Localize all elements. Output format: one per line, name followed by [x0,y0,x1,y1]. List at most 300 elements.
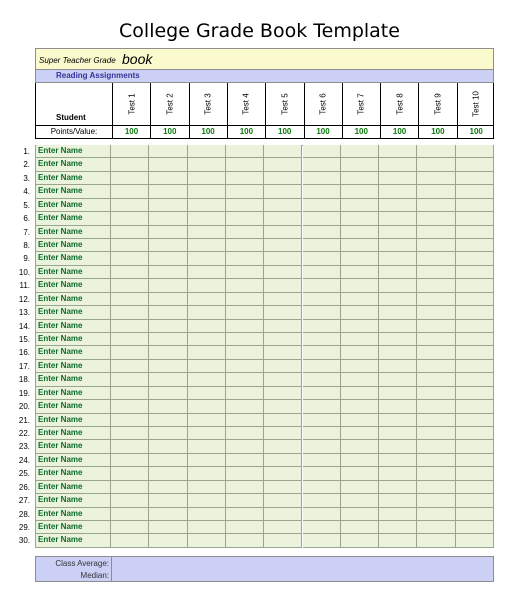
grade-cell[interactable] [417,199,455,212]
grade-cell[interactable] [226,467,264,480]
grade-cell[interactable] [456,467,494,480]
grade-cell[interactable] [226,360,264,373]
grade-cell[interactable] [188,467,226,480]
grade-cell[interactable] [264,172,302,185]
student-name-cell[interactable]: Enter Name [35,252,111,265]
grade-cell[interactable] [303,508,341,521]
grade-cell[interactable] [303,333,341,346]
grade-cell[interactable] [264,333,302,346]
grade-cell[interactable] [341,360,379,373]
grade-cell[interactable] [341,427,379,440]
grade-cell[interactable] [226,158,264,171]
grade-cell[interactable] [264,481,302,494]
student-name-cell[interactable]: Enter Name [35,508,111,521]
grade-cell[interactable] [264,185,302,198]
grade-cell[interactable] [341,508,379,521]
student-name-cell[interactable]: Enter Name [35,454,111,467]
grade-cell[interactable] [188,226,226,239]
grade-cell[interactable] [303,185,341,198]
grade-cell[interactable] [226,212,264,225]
grade-cell[interactable] [341,440,379,453]
grade-cell[interactable] [188,521,226,534]
grade-cell[interactable] [264,494,302,507]
student-name-cell[interactable]: Enter Name [35,467,111,480]
grade-cell[interactable] [303,360,341,373]
grade-cell[interactable] [379,239,417,252]
grade-cell[interactable] [341,185,379,198]
grade-cell[interactable] [149,252,187,265]
grade-cell[interactable] [303,266,341,279]
grade-cell[interactable] [456,226,494,239]
grade-cell[interactable] [417,494,455,507]
grade-cell[interactable] [303,172,341,185]
grade-cell[interactable] [341,387,379,400]
grade-cell[interactable] [379,481,417,494]
grade-cell[interactable] [111,306,149,319]
grade-cell[interactable] [149,440,187,453]
grade-cell[interactable] [379,185,417,198]
grade-cell[interactable] [417,172,455,185]
grade-cell[interactable] [456,279,494,292]
grade-cell[interactable] [264,252,302,265]
grade-cell[interactable] [111,534,149,547]
student-name-cell[interactable]: Enter Name [35,387,111,400]
grade-cell[interactable] [226,373,264,386]
grade-cell[interactable] [264,373,302,386]
grade-cell[interactable] [303,320,341,333]
grade-cell[interactable] [417,467,455,480]
grade-cell[interactable] [226,534,264,547]
grade-cell[interactable] [456,172,494,185]
grade-cell[interactable] [303,494,341,507]
grade-cell[interactable] [303,400,341,413]
grade-cell[interactable] [188,414,226,427]
student-name-cell[interactable]: Enter Name [35,360,111,373]
grade-cell[interactable] [341,239,379,252]
grade-cell[interactable] [379,534,417,547]
grade-cell[interactable] [149,481,187,494]
grade-cell[interactable] [188,185,226,198]
grade-cell[interactable] [456,185,494,198]
grade-cell[interactable] [303,239,341,252]
grade-cell[interactable] [417,454,455,467]
grade-cell[interactable] [264,293,302,306]
grade-cell[interactable] [226,145,264,158]
grade-cell[interactable] [456,266,494,279]
points-value[interactable]: 100 [265,126,303,138]
grade-cell[interactable] [341,145,379,158]
grade-cell[interactable] [341,226,379,239]
grade-cell[interactable] [188,440,226,453]
grade-cell[interactable] [379,158,417,171]
grade-cell[interactable] [188,454,226,467]
points-value[interactable]: 100 [304,126,342,138]
grade-cell[interactable] [111,279,149,292]
grade-cell[interactable] [226,266,264,279]
grade-cell[interactable] [303,534,341,547]
grade-cell[interactable] [303,293,341,306]
grade-cell[interactable] [379,508,417,521]
grade-cell[interactable] [379,400,417,413]
grade-cell[interactable] [341,306,379,319]
grade-cell[interactable] [456,333,494,346]
points-value[interactable]: 100 [112,126,150,138]
student-name-cell[interactable]: Enter Name [35,266,111,279]
grade-cell[interactable] [149,226,187,239]
grade-cell[interactable] [111,387,149,400]
grade-cell[interactable] [188,534,226,547]
student-name-cell[interactable]: Enter Name [35,346,111,359]
points-value[interactable]: 100 [189,126,227,138]
grade-cell[interactable] [111,320,149,333]
grade-cell[interactable] [379,440,417,453]
grade-cell[interactable] [341,320,379,333]
grade-cell[interactable] [111,145,149,158]
points-value[interactable]: 100 [457,126,495,138]
grade-cell[interactable] [149,293,187,306]
grade-cell[interactable] [226,400,264,413]
points-value[interactable]: 100 [418,126,456,138]
grade-cell[interactable] [111,454,149,467]
grade-cell[interactable] [379,333,417,346]
grade-cell[interactable] [188,427,226,440]
grade-cell[interactable] [111,346,149,359]
grade-cell[interactable] [111,252,149,265]
student-name-cell[interactable]: Enter Name [35,373,111,386]
grade-cell[interactable] [149,185,187,198]
grade-cell[interactable] [264,346,302,359]
grade-cell[interactable] [188,320,226,333]
grade-cell[interactable] [417,346,455,359]
grade-cell[interactable] [226,320,264,333]
grade-cell[interactable] [264,199,302,212]
student-name-cell[interactable]: Enter Name [35,494,111,507]
grade-cell[interactable] [379,387,417,400]
grade-cell[interactable] [417,534,455,547]
grade-cell[interactable] [379,306,417,319]
grade-cell[interactable] [264,212,302,225]
grade-cell[interactable] [303,467,341,480]
grade-cell[interactable] [379,226,417,239]
student-name-cell[interactable]: Enter Name [35,239,111,252]
grade-cell[interactable] [417,320,455,333]
grade-cell[interactable] [417,279,455,292]
student-name-cell[interactable]: Enter Name [35,427,111,440]
grade-cell[interactable] [417,427,455,440]
grade-cell[interactable] [149,172,187,185]
grade-cell[interactable] [456,239,494,252]
grade-cell[interactable] [111,333,149,346]
grade-cell[interactable] [226,521,264,534]
grade-cell[interactable] [456,521,494,534]
grade-cell[interactable] [188,494,226,507]
grade-cell[interactable] [417,145,455,158]
grade-cell[interactable] [379,521,417,534]
grade-cell[interactable] [303,387,341,400]
grade-cell[interactable] [111,226,149,239]
student-name-cell[interactable]: Enter Name [35,145,111,158]
grade-cell[interactable] [341,293,379,306]
grade-cell[interactable] [341,158,379,171]
grade-cell[interactable] [341,481,379,494]
student-name-cell[interactable]: Enter Name [35,158,111,171]
grade-cell[interactable] [417,266,455,279]
student-name-cell[interactable]: Enter Name [35,306,111,319]
student-name-cell[interactable]: Enter Name [35,185,111,198]
grade-cell[interactable] [188,279,226,292]
grade-cell[interactable] [303,199,341,212]
grade-cell[interactable] [149,508,187,521]
grade-cell[interactable] [264,320,302,333]
grade-cell[interactable] [111,199,149,212]
grade-cell[interactable] [456,387,494,400]
grade-cell[interactable] [226,387,264,400]
grade-cell[interactable] [456,481,494,494]
grade-cell[interactable] [341,199,379,212]
grade-cell[interactable] [417,158,455,171]
grade-cell[interactable] [264,440,302,453]
grade-cell[interactable] [188,158,226,171]
grade-cell[interactable] [341,252,379,265]
grade-cell[interactable] [149,279,187,292]
grade-cell[interactable] [149,373,187,386]
student-name-cell[interactable]: Enter Name [35,199,111,212]
grade-cell[interactable] [111,293,149,306]
grade-cell[interactable] [341,454,379,467]
grade-cell[interactable] [341,467,379,480]
grade-cell[interactable] [264,360,302,373]
grade-cell[interactable] [149,427,187,440]
grade-cell[interactable] [264,414,302,427]
grade-cell[interactable] [111,172,149,185]
grade-cell[interactable] [417,387,455,400]
grade-cell[interactable] [456,414,494,427]
grade-cell[interactable] [188,145,226,158]
grade-cell[interactable] [379,467,417,480]
grade-cell[interactable] [456,158,494,171]
grade-cell[interactable] [264,239,302,252]
grade-cell[interactable] [149,467,187,480]
grade-cell[interactable] [226,494,264,507]
grade-cell[interactable] [264,387,302,400]
grade-cell[interactable] [264,534,302,547]
grade-cell[interactable] [111,508,149,521]
grade-cell[interactable] [226,226,264,239]
grade-cell[interactable] [417,185,455,198]
grade-cell[interactable] [379,212,417,225]
grade-cell[interactable] [111,400,149,413]
grade-cell[interactable] [188,373,226,386]
grade-cell[interactable] [226,481,264,494]
grade-cell[interactable] [417,373,455,386]
grade-cell[interactable] [188,333,226,346]
grade-cell[interactable] [417,306,455,319]
grade-cell[interactable] [379,266,417,279]
grade-cell[interactable] [111,494,149,507]
grade-cell[interactable] [226,279,264,292]
grade-cell[interactable] [417,414,455,427]
grade-cell[interactable] [303,306,341,319]
grade-cell[interactable] [264,306,302,319]
grade-cell[interactable] [379,172,417,185]
grade-cell[interactable] [111,239,149,252]
grade-cell[interactable] [111,521,149,534]
grade-cell[interactable] [379,252,417,265]
grade-cell[interactable] [303,373,341,386]
points-value[interactable]: 100 [150,126,188,138]
grade-cell[interactable] [149,199,187,212]
grade-cell[interactable] [303,414,341,427]
grade-cell[interactable] [111,360,149,373]
grade-cell[interactable] [226,440,264,453]
student-name-cell[interactable]: Enter Name [35,481,111,494]
student-name-cell[interactable]: Enter Name [35,534,111,547]
grade-cell[interactable] [226,427,264,440]
grade-cell[interactable] [226,199,264,212]
grade-cell[interactable] [149,346,187,359]
grade-cell[interactable] [264,158,302,171]
grade-cell[interactable] [456,145,494,158]
grade-cell[interactable] [456,373,494,386]
student-name-cell[interactable]: Enter Name [35,279,111,292]
grade-cell[interactable] [456,454,494,467]
grade-cell[interactable] [111,185,149,198]
grade-cell[interactable] [149,494,187,507]
grade-cell[interactable] [341,333,379,346]
grade-cell[interactable] [188,387,226,400]
grade-cell[interactable] [341,494,379,507]
grade-cell[interactable] [226,508,264,521]
grade-cell[interactable] [303,279,341,292]
grade-cell[interactable] [188,199,226,212]
points-value[interactable]: 100 [342,126,380,138]
grade-cell[interactable] [341,521,379,534]
grade-cell[interactable] [264,145,302,158]
grade-cell[interactable] [264,427,302,440]
grade-cell[interactable] [149,239,187,252]
grade-cell[interactable] [417,212,455,225]
grade-cell[interactable] [111,373,149,386]
grade-cell[interactable] [303,346,341,359]
grade-cell[interactable] [379,279,417,292]
grade-cell[interactable] [341,400,379,413]
grade-cell[interactable] [456,320,494,333]
grade-cell[interactable] [303,521,341,534]
grade-cell[interactable] [417,440,455,453]
grade-cell[interactable] [149,414,187,427]
grade-cell[interactable] [303,158,341,171]
grade-cell[interactable] [379,427,417,440]
grade-cell[interactable] [149,145,187,158]
grade-cell[interactable] [341,534,379,547]
grade-cell[interactable] [417,481,455,494]
grade-cell[interactable] [111,414,149,427]
grade-cell[interactable] [226,252,264,265]
grade-cell[interactable] [111,440,149,453]
grade-cell[interactable] [264,400,302,413]
grade-cell[interactable] [456,252,494,265]
grade-cell[interactable] [379,346,417,359]
grade-cell[interactable] [456,306,494,319]
grade-cell[interactable] [303,427,341,440]
grade-cell[interactable] [264,266,302,279]
grade-cell[interactable] [188,360,226,373]
grade-cell[interactable] [379,454,417,467]
grade-cell[interactable] [149,158,187,171]
grade-cell[interactable] [303,440,341,453]
grade-cell[interactable] [341,172,379,185]
grade-cell[interactable] [303,226,341,239]
student-name-cell[interactable]: Enter Name [35,440,111,453]
grade-cell[interactable] [226,239,264,252]
grade-cell[interactable] [188,293,226,306]
student-name-cell[interactable]: Enter Name [35,333,111,346]
grade-cell[interactable] [226,346,264,359]
grade-cell[interactable] [149,534,187,547]
grade-cell[interactable] [111,212,149,225]
grade-cell[interactable] [188,400,226,413]
grade-cell[interactable] [149,360,187,373]
grade-cell[interactable] [226,172,264,185]
grade-cell[interactable] [379,373,417,386]
grade-cell[interactable] [188,252,226,265]
student-name-cell[interactable]: Enter Name [35,400,111,413]
grade-cell[interactable] [456,212,494,225]
grade-cell[interactable] [188,239,226,252]
grade-cell[interactable] [379,145,417,158]
grade-cell[interactable] [379,293,417,306]
grade-cell[interactable] [456,400,494,413]
points-value[interactable]: 100 [227,126,265,138]
grade-cell[interactable] [188,508,226,521]
grade-cell[interactable] [456,508,494,521]
grade-cell[interactable] [341,346,379,359]
grade-cell[interactable] [149,454,187,467]
grade-cell[interactable] [456,199,494,212]
grade-cell[interactable] [417,400,455,413]
grade-cell[interactable] [417,508,455,521]
grade-cell[interactable] [264,508,302,521]
grade-cell[interactable] [456,440,494,453]
grade-cell[interactable] [188,481,226,494]
grade-cell[interactable] [264,226,302,239]
grade-cell[interactable] [111,427,149,440]
grade-cell[interactable] [417,521,455,534]
grade-cell[interactable] [226,293,264,306]
grade-cell[interactable] [149,387,187,400]
student-name-cell[interactable]: Enter Name [35,414,111,427]
points-value[interactable]: 100 [380,126,418,138]
grade-cell[interactable] [341,373,379,386]
grade-cell[interactable] [188,172,226,185]
grade-cell[interactable] [417,293,455,306]
grade-cell[interactable] [379,199,417,212]
student-name-cell[interactable]: Enter Name [35,226,111,239]
student-name-cell[interactable]: Enter Name [35,521,111,534]
grade-cell[interactable] [417,360,455,373]
grade-cell[interactable] [417,226,455,239]
grade-cell[interactable] [417,239,455,252]
grade-cell[interactable] [303,212,341,225]
grade-cell[interactable] [111,266,149,279]
grade-cell[interactable] [188,212,226,225]
grade-cell[interactable] [264,279,302,292]
grade-cell[interactable] [417,333,455,346]
grade-cell[interactable] [456,360,494,373]
grade-cell[interactable] [264,521,302,534]
student-name-cell[interactable]: Enter Name [35,293,111,306]
grade-cell[interactable] [149,266,187,279]
